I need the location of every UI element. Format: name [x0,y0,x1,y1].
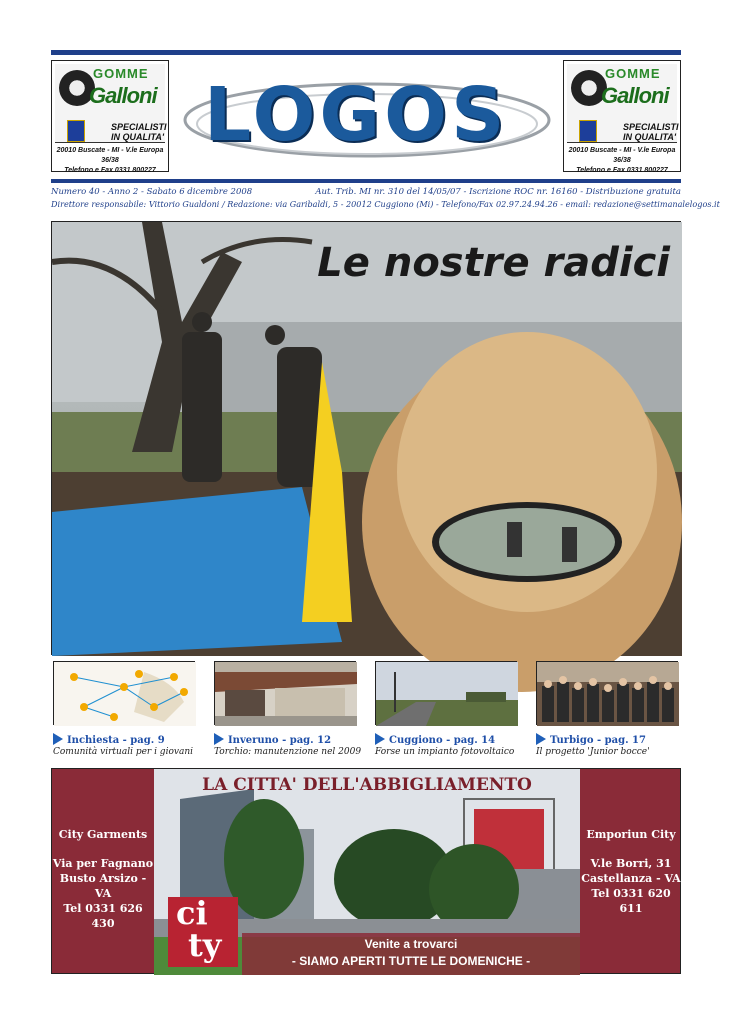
ad-title: LA CITTA' DELL'ABBIGLIAMENTO [202,775,532,795]
ad-address: 20010 Buscate - MI - V.le Europa 36/38 [56,147,164,164]
story-link[interactable]: Turbigo - pag. 17 [550,735,646,746]
thumb-inveruno[interactable] [214,661,356,725]
right-store-addr1: V.le Borri, 31 [590,857,672,870]
ad-left-store [52,827,154,931]
story-sub: Torchio: manutenzione nel 2009 [214,747,362,757]
hero-headline: Le nostre radici [317,240,670,286]
ad-galloni-right[interactable] [563,60,681,172]
thumb-inchiesta[interactable] [53,661,195,725]
road-photo [376,662,518,726]
ad-brand-top: GOMME [605,66,661,81]
ad-citta-abbigliamento[interactable] [51,768,681,974]
issue-line: Numero 40 - Anno 2 - Sabato 6 dicembre 2008 [51,187,253,197]
story-sub: Forse un impianto fotovoltaico [375,747,515,757]
left-store-tel: Tel 0331 626 430 [63,902,143,930]
ad-right-store [580,827,682,916]
caption-inchiesta[interactable] [53,728,213,757]
ad-footer [567,142,677,174]
play-arrow-icon [375,733,385,745]
city-logo-top: ci [176,894,208,932]
city-logo-bottom: ty [188,926,222,964]
right-store-name: Emporiun City [586,828,676,841]
play-arrow-icon [214,733,224,745]
right-store-addr2: Castellanza - VA [581,872,681,885]
caption-turbigo[interactable] [536,728,681,757]
ad-footer [55,142,165,174]
ad-tagline: SPECIALISTI IN QUALITA' [623,122,679,142]
ad-brand-name: Galloni [89,83,157,108]
story-link[interactable]: Cuggiono - pag. 14 [389,735,496,746]
caption-inveruno[interactable] [214,728,374,757]
ad-brand-name: Galloni [601,83,669,108]
quality-flag-icon [579,120,597,142]
thumb-turbigo[interactable] [536,661,678,725]
meta-rule [51,179,681,183]
city-logo [168,894,238,967]
top-rule [51,50,681,55]
play-arrow-icon [536,733,546,745]
ad-brand-top: GOMME [93,66,149,81]
masthead [176,62,558,170]
thumb-cuggiono[interactable] [375,661,517,725]
hero-illustration [52,222,682,656]
left-store-addr1: Via per Fagnano [52,857,154,870]
ad-galloni-left[interactable] [51,60,169,172]
story-sub: Comunità virtuali per i giovani [53,747,193,757]
ad-phone: Telefono e Fax 0331 800227 [576,167,668,174]
staff-line: Direttore responsabile: Vittorio Gualdoni / Redazione: via Garibaldi, 5 - 20012 Cuggiono (Mi) - Telefono/Fax 02.97.24.94.26 - email: redazione@settimanalelogos.it [51,199,720,209]
left-store-name: City Garments [58,828,148,841]
group-photo [537,662,679,726]
network-map-icon [54,662,196,726]
ad-tagline: SPECIALISTI IN QUALITA' [111,122,167,142]
ad-footer-band [242,933,580,975]
masthead-title: LOGOS [204,72,509,158]
legal-line: Aut. Trib. MI nr. 310 del 14/05/07 - Iscrizione ROC nr. 16160 - Distribuzione gratuita [315,187,681,197]
story-sub: Il progetto 'Junior bocce' [536,747,650,757]
building-photo [215,662,357,726]
ad-cta: Venite a trovarci [364,937,458,951]
right-store-tel: Tel 0331 620 611 [591,887,671,915]
ad-address: 20010 Buscate - MI - V.le Europa 36/38 [568,147,676,164]
story-link[interactable]: Inchiesta - pag. 9 [67,735,165,746]
play-arrow-icon [53,733,63,745]
story-link[interactable]: Inveruno - pag. 12 [228,735,332,746]
left-store-addr2: Busto Arsizo - VA [59,872,147,900]
caption-cuggiono[interactable] [375,728,535,757]
hero-photo[interactable] [51,221,681,655]
ad-phone: Telefono e Fax 0331 800227 [64,167,156,174]
ad-open-sundays: - SIAMO APERTI TUTTE LE DOMENICHE - [291,954,531,968]
quality-flag-icon [67,120,85,142]
ad-store-photo [154,769,580,975]
